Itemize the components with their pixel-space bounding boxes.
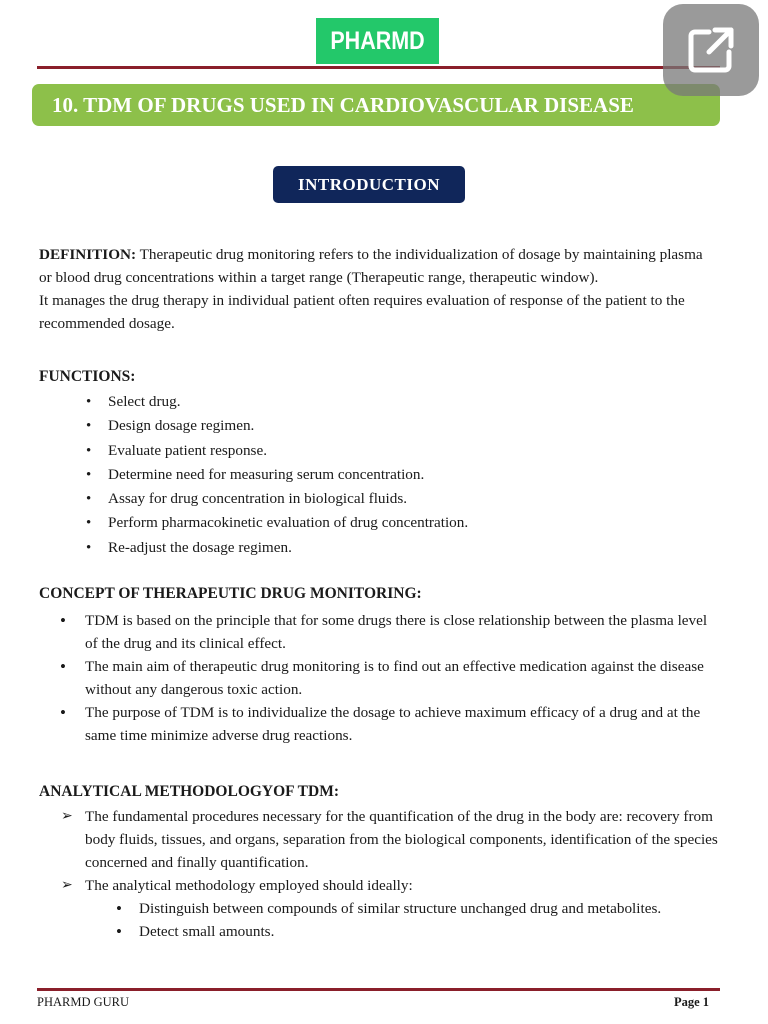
list-item: • Assay for drug concentration in biological fluids. — [39, 487, 719, 511]
list-item: • Re-adjust the dosage regimen. — [39, 536, 719, 560]
list-item: • TDM is based on the principle that for some drugs there is close relationship between the plasma level of the drug and its clinical effect. — [39, 609, 719, 655]
footer-divider — [37, 988, 720, 991]
header-divider — [37, 66, 720, 69]
chapter-title: 10. TDM OF DRUGS USED IN CARDIOVASCULAR DISEASE — [32, 84, 720, 126]
document-body — [39, 243, 719, 943]
functions-heading: FUNCTIONS: — [39, 368, 136, 385]
list-item: • Design dosage regimen. — [39, 414, 719, 438]
analytical-sub-list — [85, 897, 719, 943]
page-edge — [712, 0, 768, 1024]
definition-text: Therapeutic drug monitoring refers to the individualization of dosage by maintaining plasma or blood drug concentrations within a target range (Therapeutic range, therapeutic window). — [39, 246, 703, 286]
concept-list — [39, 609, 719, 747]
footer-brand: PHARMD GURU — [37, 995, 130, 1009]
list-item — [39, 874, 719, 943]
definition-paragraph-2: It manages the drug therapy in individual patient often requires evaluation of response of the patient to the recommended dosage. — [39, 292, 685, 332]
arrow-bullet-icon: ➢ — [61, 878, 73, 894]
definition-paragraph — [39, 243, 719, 289]
list-item: • The main aim of therapeutic drug monitoring is to find out an effective medication against the disease without any dangerous toxic action. — [39, 655, 719, 701]
page-number: Page 1 — [674, 995, 710, 1009]
definition-label: DEFINITION: — [39, 246, 137, 263]
open-external-button[interactable] — [663, 4, 759, 96]
list-item — [39, 805, 719, 874]
sub-list-item: • Detect small amounts. — [39, 920, 719, 943]
list-item: • The purpose of TDM is to individualize the dosage to achieve maximum efficacy of a drug and at the same time minimize adverse drug reactions. — [39, 701, 719, 747]
list-item: • Select drug. — [39, 390, 719, 414]
list-item-text: The analytical methodology employed should ideally: — [85, 877, 413, 895]
analytical-list — [39, 805, 719, 943]
sub-list-item: • Distinguish between compounds of similar structure unchanged drug and metabolites. — [39, 897, 719, 920]
functions-list — [39, 390, 719, 560]
introduction-badge: INTRODUCTION — [273, 166, 465, 203]
list-item: • Perform pharmacokinetic evaluation of drug concentration. — [39, 511, 719, 535]
arrow-bullet-icon: ➢ — [61, 809, 73, 825]
brand-logo: PHARMD — [316, 18, 439, 64]
list-item-text: The fundamental procedures necessary for the quantification of the drug in the body are: recovery from body fluids, tissues, and organs, separation from the biological components, identification of the species concerned and finally quantification. — [85, 808, 718, 872]
analytical-heading: ANALYTICAL METHODOLOGYOF TDM: — [39, 783, 339, 801]
list-item: • Determine need for measuring serum concentration. — [39, 463, 719, 487]
list-item: • Evaluate patient response. — [39, 439, 719, 463]
concept-heading: CONCEPT OF THERAPEUTIC DRUG MONITORING: — [39, 585, 422, 603]
open-external-icon — [685, 24, 737, 76]
